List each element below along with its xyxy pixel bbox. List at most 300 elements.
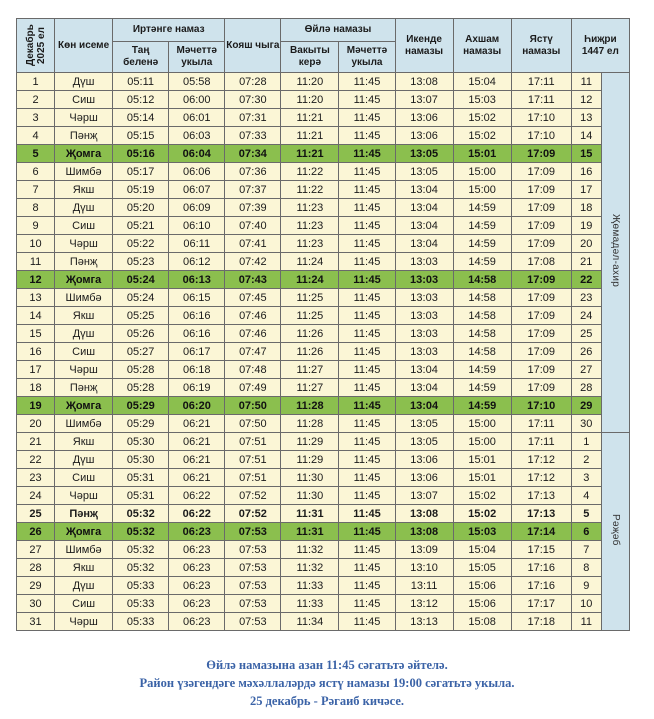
afternoon-cell: 13:04 [395, 181, 453, 199]
mosque-morning-cell: 06:22 [169, 505, 225, 523]
day-name-header: Көн исеме [55, 19, 113, 73]
day-name-cell: Дүш [55, 73, 113, 91]
dawn-cell: 05:31 [113, 487, 169, 505]
sunrise-cell: 07:52 [225, 505, 281, 523]
evening-cell: 14:58 [453, 307, 511, 325]
hijri-day-cell: 8 [571, 559, 601, 577]
dawn-cell: 05:19 [113, 181, 169, 199]
sunrise-cell: 07:51 [225, 451, 281, 469]
evening-cell: 15:03 [453, 91, 511, 109]
date-cell: 12 [17, 271, 55, 289]
dawn-cell: 05:28 [113, 379, 169, 397]
month-header: Декабрь 2025 ел [17, 19, 55, 73]
afternoon-cell: 13:13 [395, 613, 453, 631]
noon-time-cell: 11:32 [281, 559, 339, 577]
mosque-noon-cell: 11:45 [339, 307, 395, 325]
mosque-noon-cell: 11:45 [339, 577, 395, 595]
day-name-cell: Сиш [55, 469, 113, 487]
afternoon-cell: 13:05 [395, 415, 453, 433]
mosque-noon-cell: 11:45 [339, 433, 395, 451]
night-cell: 17:09 [511, 217, 571, 235]
night-cell: 17:09 [511, 289, 571, 307]
evening-cell: 15:01 [453, 451, 511, 469]
night-cell: 17:09 [511, 181, 571, 199]
table-row [17, 361, 630, 379]
table-row [17, 415, 630, 433]
mosque-morning-cell: 06:06 [169, 163, 225, 181]
table-row [17, 487, 630, 505]
dawn-cell: 05:30 [113, 433, 169, 451]
night-cell: 17:12 [511, 451, 571, 469]
dawn-cell: 05:33 [113, 613, 169, 631]
note-line: Район үзәгендәге мәхәллаләрдә ястү намазы 19:00 сәгатьтә укыла. [139, 676, 515, 690]
noon-prayer-header: Өйлә намазы [281, 19, 395, 42]
afternoon-cell: 13:05 [395, 163, 453, 181]
night-cell: 17:09 [511, 271, 571, 289]
hijri-month-cell [601, 433, 629, 631]
date-cell: 18 [17, 379, 55, 397]
noon-time-cell: 11:27 [281, 361, 339, 379]
mosque-morning-cell: 06:21 [169, 433, 225, 451]
mosque-morning-cell: 06:20 [169, 397, 225, 415]
table-row [17, 73, 630, 91]
mosque-morning-cell: 06:09 [169, 199, 225, 217]
sunrise-cell: 07:40 [225, 217, 281, 235]
evening-cell: 14:59 [453, 199, 511, 217]
table-row [17, 127, 630, 145]
mosque-noon-cell: 11:45 [339, 361, 395, 379]
date-cell: 26 [17, 523, 55, 541]
evening-cell: 14:58 [453, 325, 511, 343]
table-row [17, 577, 630, 595]
sunrise-cell: 07:43 [225, 271, 281, 289]
noon-time-cell: 11:25 [281, 289, 339, 307]
dawn-cell: 05:31 [113, 469, 169, 487]
date-cell: 31 [17, 613, 55, 631]
table-row [17, 235, 630, 253]
night-prayer-header: Ястү намазы [511, 19, 571, 73]
day-name-cell: Дүш [55, 199, 113, 217]
night-cell: 17:13 [511, 487, 571, 505]
hijri-day-cell: 14 [571, 127, 601, 145]
day-name-cell: Якш [55, 181, 113, 199]
hijri-day-cell: 4 [571, 487, 601, 505]
evening-cell: 14:59 [453, 217, 511, 235]
mosque-morning-cell: 06:21 [169, 451, 225, 469]
mosque-morning-cell: 06:03 [169, 127, 225, 145]
mosque-morning-cell: 06:11 [169, 235, 225, 253]
day-name-cell: Чәрш [55, 235, 113, 253]
dawn-cell: 05:32 [113, 523, 169, 541]
date-cell: 4 [17, 127, 55, 145]
sunrise-cell: 07:52 [225, 487, 281, 505]
mosque-noon-cell: 11:45 [339, 271, 395, 289]
day-name-cell: Пәнҗ [55, 505, 113, 523]
hijri-day-cell: 24 [571, 307, 601, 325]
day-name-cell: Чәрш [55, 361, 113, 379]
day-name-cell: Пәнҗ [55, 379, 113, 397]
hijri-day-cell: 11 [571, 73, 601, 91]
sunrise-cell: 07:53 [225, 613, 281, 631]
afternoon-cell: 13:03 [395, 271, 453, 289]
date-cell: 9 [17, 217, 55, 235]
table-row [17, 469, 630, 487]
day-name-cell: Шимбә [55, 541, 113, 559]
night-cell: 17:09 [511, 325, 571, 343]
afternoon-cell: 13:06 [395, 109, 453, 127]
noon-time-cell: 11:26 [281, 325, 339, 343]
mosque-noon-cell: 11:45 [339, 325, 395, 343]
afternoon-cell: 13:03 [395, 343, 453, 361]
date-cell: 22 [17, 451, 55, 469]
mosque-noon-cell: 11:45 [339, 379, 395, 397]
date-cell: 13 [17, 289, 55, 307]
noon-time-cell: 11:28 [281, 415, 339, 433]
evening-cell: 15:02 [453, 109, 511, 127]
hijri-day-cell: 18 [571, 199, 601, 217]
dawn-cell: 05:32 [113, 541, 169, 559]
dawn-cell: 05:15 [113, 127, 169, 145]
mosque-noon-cell: 11:45 [339, 595, 395, 613]
mosque-morning-cell: 06:23 [169, 523, 225, 541]
sunrise-cell: 07:53 [225, 541, 281, 559]
afternoon-cell: 13:08 [395, 505, 453, 523]
evening-cell: 15:08 [453, 613, 511, 631]
evening-cell: 14:59 [453, 361, 511, 379]
sunrise-cell: 07:41 [225, 235, 281, 253]
table-row [17, 595, 630, 613]
hijri-day-cell: 27 [571, 361, 601, 379]
sunrise-cell: 07:50 [225, 415, 281, 433]
evening-cell: 15:06 [453, 577, 511, 595]
table-row [17, 307, 630, 325]
sunrise-cell: 07:42 [225, 253, 281, 271]
table-row [17, 451, 630, 469]
date-cell: 3 [17, 109, 55, 127]
night-cell: 17:11 [511, 91, 571, 109]
table-row [17, 271, 630, 289]
mosque-noon-cell: 11:45 [339, 505, 395, 523]
hijri-day-cell: 11 [571, 613, 601, 631]
dawn-cell: 05:29 [113, 415, 169, 433]
noon-time-cell: 11:20 [281, 91, 339, 109]
day-name-cell: Чәрш [55, 487, 113, 505]
mosque-morning-cell: 06:23 [169, 613, 225, 631]
day-name-cell: Сиш [55, 91, 113, 109]
night-cell: 17:09 [511, 307, 571, 325]
date-cell: 15 [17, 325, 55, 343]
dawn-cell: 05:22 [113, 235, 169, 253]
evening-cell: 14:58 [453, 343, 511, 361]
dawn-header: Таң беленә [113, 42, 169, 73]
mosque-morning-cell: 06:00 [169, 91, 225, 109]
mosque-noon-cell: 11:45 [339, 415, 395, 433]
date-cell: 29 [17, 577, 55, 595]
table-row [17, 217, 630, 235]
dawn-cell: 05:30 [113, 451, 169, 469]
table-row [17, 343, 630, 361]
table-row [17, 289, 630, 307]
noon-time-cell: 11:23 [281, 217, 339, 235]
noon-time-cell: 11:22 [281, 163, 339, 181]
table-row [17, 199, 630, 217]
mosque-morning-cell: 06:16 [169, 325, 225, 343]
evening-cell: 14:59 [453, 253, 511, 271]
night-cell: 17:16 [511, 577, 571, 595]
mosque-noon-cell: 11:45 [339, 91, 395, 109]
date-cell: 8 [17, 199, 55, 217]
morning-prayer-header: Иртәнге намаз [113, 19, 225, 42]
evening-cell: 14:58 [453, 271, 511, 289]
mosque-noon-cell: 11:45 [339, 541, 395, 559]
day-name-cell: Сиш [55, 595, 113, 613]
hijri-day-cell: 13 [571, 109, 601, 127]
sunrise-cell: 07:49 [225, 379, 281, 397]
noon-time-cell: 11:28 [281, 397, 339, 415]
hijri-day-cell: 28 [571, 379, 601, 397]
noon-time-header: Вакыты керә [281, 42, 339, 73]
day-name-cell: Җомга [55, 271, 113, 289]
night-cell: 17:09 [511, 343, 571, 361]
night-cell: 17:09 [511, 361, 571, 379]
noon-time-cell: 11:21 [281, 109, 339, 127]
sunrise-cell: 07:48 [225, 361, 281, 379]
night-cell: 17:18 [511, 613, 571, 631]
noon-time-cell: 11:29 [281, 433, 339, 451]
date-cell: 1 [17, 73, 55, 91]
afternoon-cell: 13:03 [395, 325, 453, 343]
date-cell: 17 [17, 361, 55, 379]
hijri-day-cell: 2 [571, 451, 601, 469]
noon-time-cell: 11:34 [281, 613, 339, 631]
footer-notes [0, 656, 654, 710]
sunrise-cell: 07:36 [225, 163, 281, 181]
afternoon-cell: 13:10 [395, 559, 453, 577]
date-cell: 25 [17, 505, 55, 523]
afternoon-cell: 13:07 [395, 91, 453, 109]
sunrise-cell: 07:30 [225, 91, 281, 109]
hijri-day-cell: 12 [571, 91, 601, 109]
dawn-cell: 05:11 [113, 73, 169, 91]
noon-time-cell: 11:23 [281, 199, 339, 217]
afternoon-cell: 13:09 [395, 541, 453, 559]
afternoon-cell: 13:04 [395, 217, 453, 235]
mosque-noon-cell: 11:45 [339, 145, 395, 163]
night-cell: 17:11 [511, 73, 571, 91]
afternoon-cell: 13:04 [395, 379, 453, 397]
mosque-morning-cell: 06:21 [169, 415, 225, 433]
noon-time-cell: 11:31 [281, 505, 339, 523]
mosque-noon-cell: 11:45 [339, 613, 395, 631]
night-cell: 17:09 [511, 379, 571, 397]
dawn-cell: 05:29 [113, 397, 169, 415]
note-line: Өйлә намазына азан 11:45 сәгатьтә әйтелә. [206, 658, 448, 672]
date-cell: 30 [17, 595, 55, 613]
hijri-day-cell: 30 [571, 415, 601, 433]
evening-cell: 15:02 [453, 487, 511, 505]
dawn-cell: 05:32 [113, 505, 169, 523]
day-name-cell: Сиш [55, 343, 113, 361]
table-row [17, 145, 630, 163]
mosque-morning-cell: 06:21 [169, 469, 225, 487]
evening-cell: 14:58 [453, 289, 511, 307]
afternoon-cell: 13:04 [395, 361, 453, 379]
hijri-day-cell: 26 [571, 343, 601, 361]
table-row [17, 325, 630, 343]
dawn-cell: 05:27 [113, 343, 169, 361]
day-name-cell: Җомга [55, 523, 113, 541]
mosque-noon-cell: 11:45 [339, 163, 395, 181]
evening-cell: 15:06 [453, 595, 511, 613]
hijri-day-cell: 21 [571, 253, 601, 271]
table-row [17, 541, 630, 559]
evening-cell: 15:00 [453, 415, 511, 433]
day-name-cell: Шимбә [55, 163, 113, 181]
mosque-noon-cell: 11:45 [339, 109, 395, 127]
hijri-day-cell: 7 [571, 541, 601, 559]
dawn-cell: 05:12 [113, 91, 169, 109]
mosque-morning-cell: 06:10 [169, 217, 225, 235]
night-cell: 17:09 [511, 163, 571, 181]
day-name-cell: Пәнҗ [55, 127, 113, 145]
sunrise-cell: 07:34 [225, 145, 281, 163]
hijri-year-header: Һиҗри 1447 ел [571, 19, 629, 73]
afternoon-cell: 13:04 [395, 235, 453, 253]
mosque-morning-cell: 06:04 [169, 145, 225, 163]
mosque-morning-cell: 06:13 [169, 271, 225, 289]
noon-time-cell: 11:25 [281, 307, 339, 325]
evening-cell: 15:04 [453, 541, 511, 559]
night-cell: 17:11 [511, 433, 571, 451]
sunrise-cell: 07:46 [225, 307, 281, 325]
table-row [17, 91, 630, 109]
evening-cell: 15:00 [453, 163, 511, 181]
hijri-day-cell: 9 [571, 577, 601, 595]
mosque-morning-cell: 06:17 [169, 343, 225, 361]
sunrise-cell: 07:45 [225, 289, 281, 307]
sunrise-cell: 07:53 [225, 523, 281, 541]
sunrise-cell: 07:47 [225, 343, 281, 361]
mosque-noon-cell: 11:45 [339, 235, 395, 253]
evening-cell: 15:00 [453, 433, 511, 451]
sunrise-cell: 07:51 [225, 433, 281, 451]
afternoon-prayer-header: Икенде намазы [395, 19, 453, 73]
night-cell: 17:10 [511, 127, 571, 145]
noon-time-cell: 11:29 [281, 451, 339, 469]
mosque-noon-cell: 11:45 [339, 397, 395, 415]
day-name-cell: Җомга [55, 145, 113, 163]
sunrise-cell: 07:50 [225, 397, 281, 415]
night-cell: 17:10 [511, 397, 571, 415]
note-line: 25 декабрь - Рәгаиб кичәсе. [249, 694, 405, 708]
table-row [17, 253, 630, 271]
evening-cell: 14:59 [453, 397, 511, 415]
mosque-noon-cell: 11:45 [339, 343, 395, 361]
hijri-day-cell: 23 [571, 289, 601, 307]
hijri-month-label: Рәҗәб [609, 514, 621, 546]
afternoon-cell: 13:06 [395, 127, 453, 145]
evening-cell: 15:02 [453, 505, 511, 523]
evening-cell: 15:05 [453, 559, 511, 577]
afternoon-cell: 13:04 [395, 199, 453, 217]
date-cell: 11 [17, 253, 55, 271]
noon-time-cell: 11:33 [281, 577, 339, 595]
evening-cell: 15:02 [453, 127, 511, 145]
mosque-morning-cell: 06:22 [169, 487, 225, 505]
day-name-cell: Шимбә [55, 289, 113, 307]
afternoon-cell: 13:07 [395, 487, 453, 505]
sunrise-cell: 07:53 [225, 577, 281, 595]
mosque-noon-cell: 11:45 [339, 487, 395, 505]
noon-time-cell: 11:30 [281, 469, 339, 487]
mosque-morning-cell: 06:07 [169, 181, 225, 199]
mosque-morning-cell: 06:15 [169, 289, 225, 307]
mosque-morning-cell: 06:23 [169, 577, 225, 595]
dawn-cell: 05:24 [113, 271, 169, 289]
date-cell: 5 [17, 145, 55, 163]
day-name-cell: Дүш [55, 325, 113, 343]
day-name-cell: Чәрш [55, 109, 113, 127]
afternoon-cell: 13:03 [395, 253, 453, 271]
mosque-morning-cell: 06:19 [169, 379, 225, 397]
date-cell: 28 [17, 559, 55, 577]
table-row [17, 379, 630, 397]
day-name-cell: Дүш [55, 451, 113, 469]
night-cell: 17:12 [511, 469, 571, 487]
hijri-day-cell: 29 [571, 397, 601, 415]
dawn-cell: 05:23 [113, 253, 169, 271]
mosque-noon-cell: 11:45 [339, 181, 395, 199]
date-cell: 7 [17, 181, 55, 199]
date-cell: 10 [17, 235, 55, 253]
hijri-day-cell: 16 [571, 163, 601, 181]
dawn-cell: 05:24 [113, 289, 169, 307]
noon-time-cell: 11:27 [281, 379, 339, 397]
hijri-day-cell: 15 [571, 145, 601, 163]
sunrise-header: Кояш чыга [225, 19, 281, 73]
noon-time-cell: 11:33 [281, 595, 339, 613]
mosque-morning-header: Мәчеттә укыла [169, 42, 225, 73]
evening-cell: 15:03 [453, 523, 511, 541]
evening-cell: 14:59 [453, 235, 511, 253]
mosque-noon-cell: 11:45 [339, 451, 395, 469]
mosque-noon-cell: 11:45 [339, 559, 395, 577]
table-row [17, 397, 630, 415]
night-cell: 17:15 [511, 541, 571, 559]
evening-cell: 15:04 [453, 73, 511, 91]
mosque-noon-cell: 11:45 [339, 217, 395, 235]
dawn-cell: 05:33 [113, 577, 169, 595]
afternoon-cell: 13:06 [395, 469, 453, 487]
hijri-day-cell: 3 [571, 469, 601, 487]
noon-time-cell: 11:22 [281, 181, 339, 199]
date-cell: 24 [17, 487, 55, 505]
table-row [17, 613, 630, 631]
day-name-cell: Пәнҗ [55, 253, 113, 271]
day-name-cell: Сиш [55, 217, 113, 235]
mosque-morning-cell: 06:23 [169, 559, 225, 577]
noon-time-cell: 11:23 [281, 235, 339, 253]
schedule-body [17, 73, 630, 631]
mosque-noon-cell: 11:45 [339, 199, 395, 217]
date-cell: 21 [17, 433, 55, 451]
hijri-day-cell: 1 [571, 433, 601, 451]
night-cell: 17:11 [511, 415, 571, 433]
afternoon-cell: 13:03 [395, 307, 453, 325]
night-cell: 17:09 [511, 145, 571, 163]
mosque-morning-cell: 06:23 [169, 595, 225, 613]
mosque-morning-cell: 06:12 [169, 253, 225, 271]
